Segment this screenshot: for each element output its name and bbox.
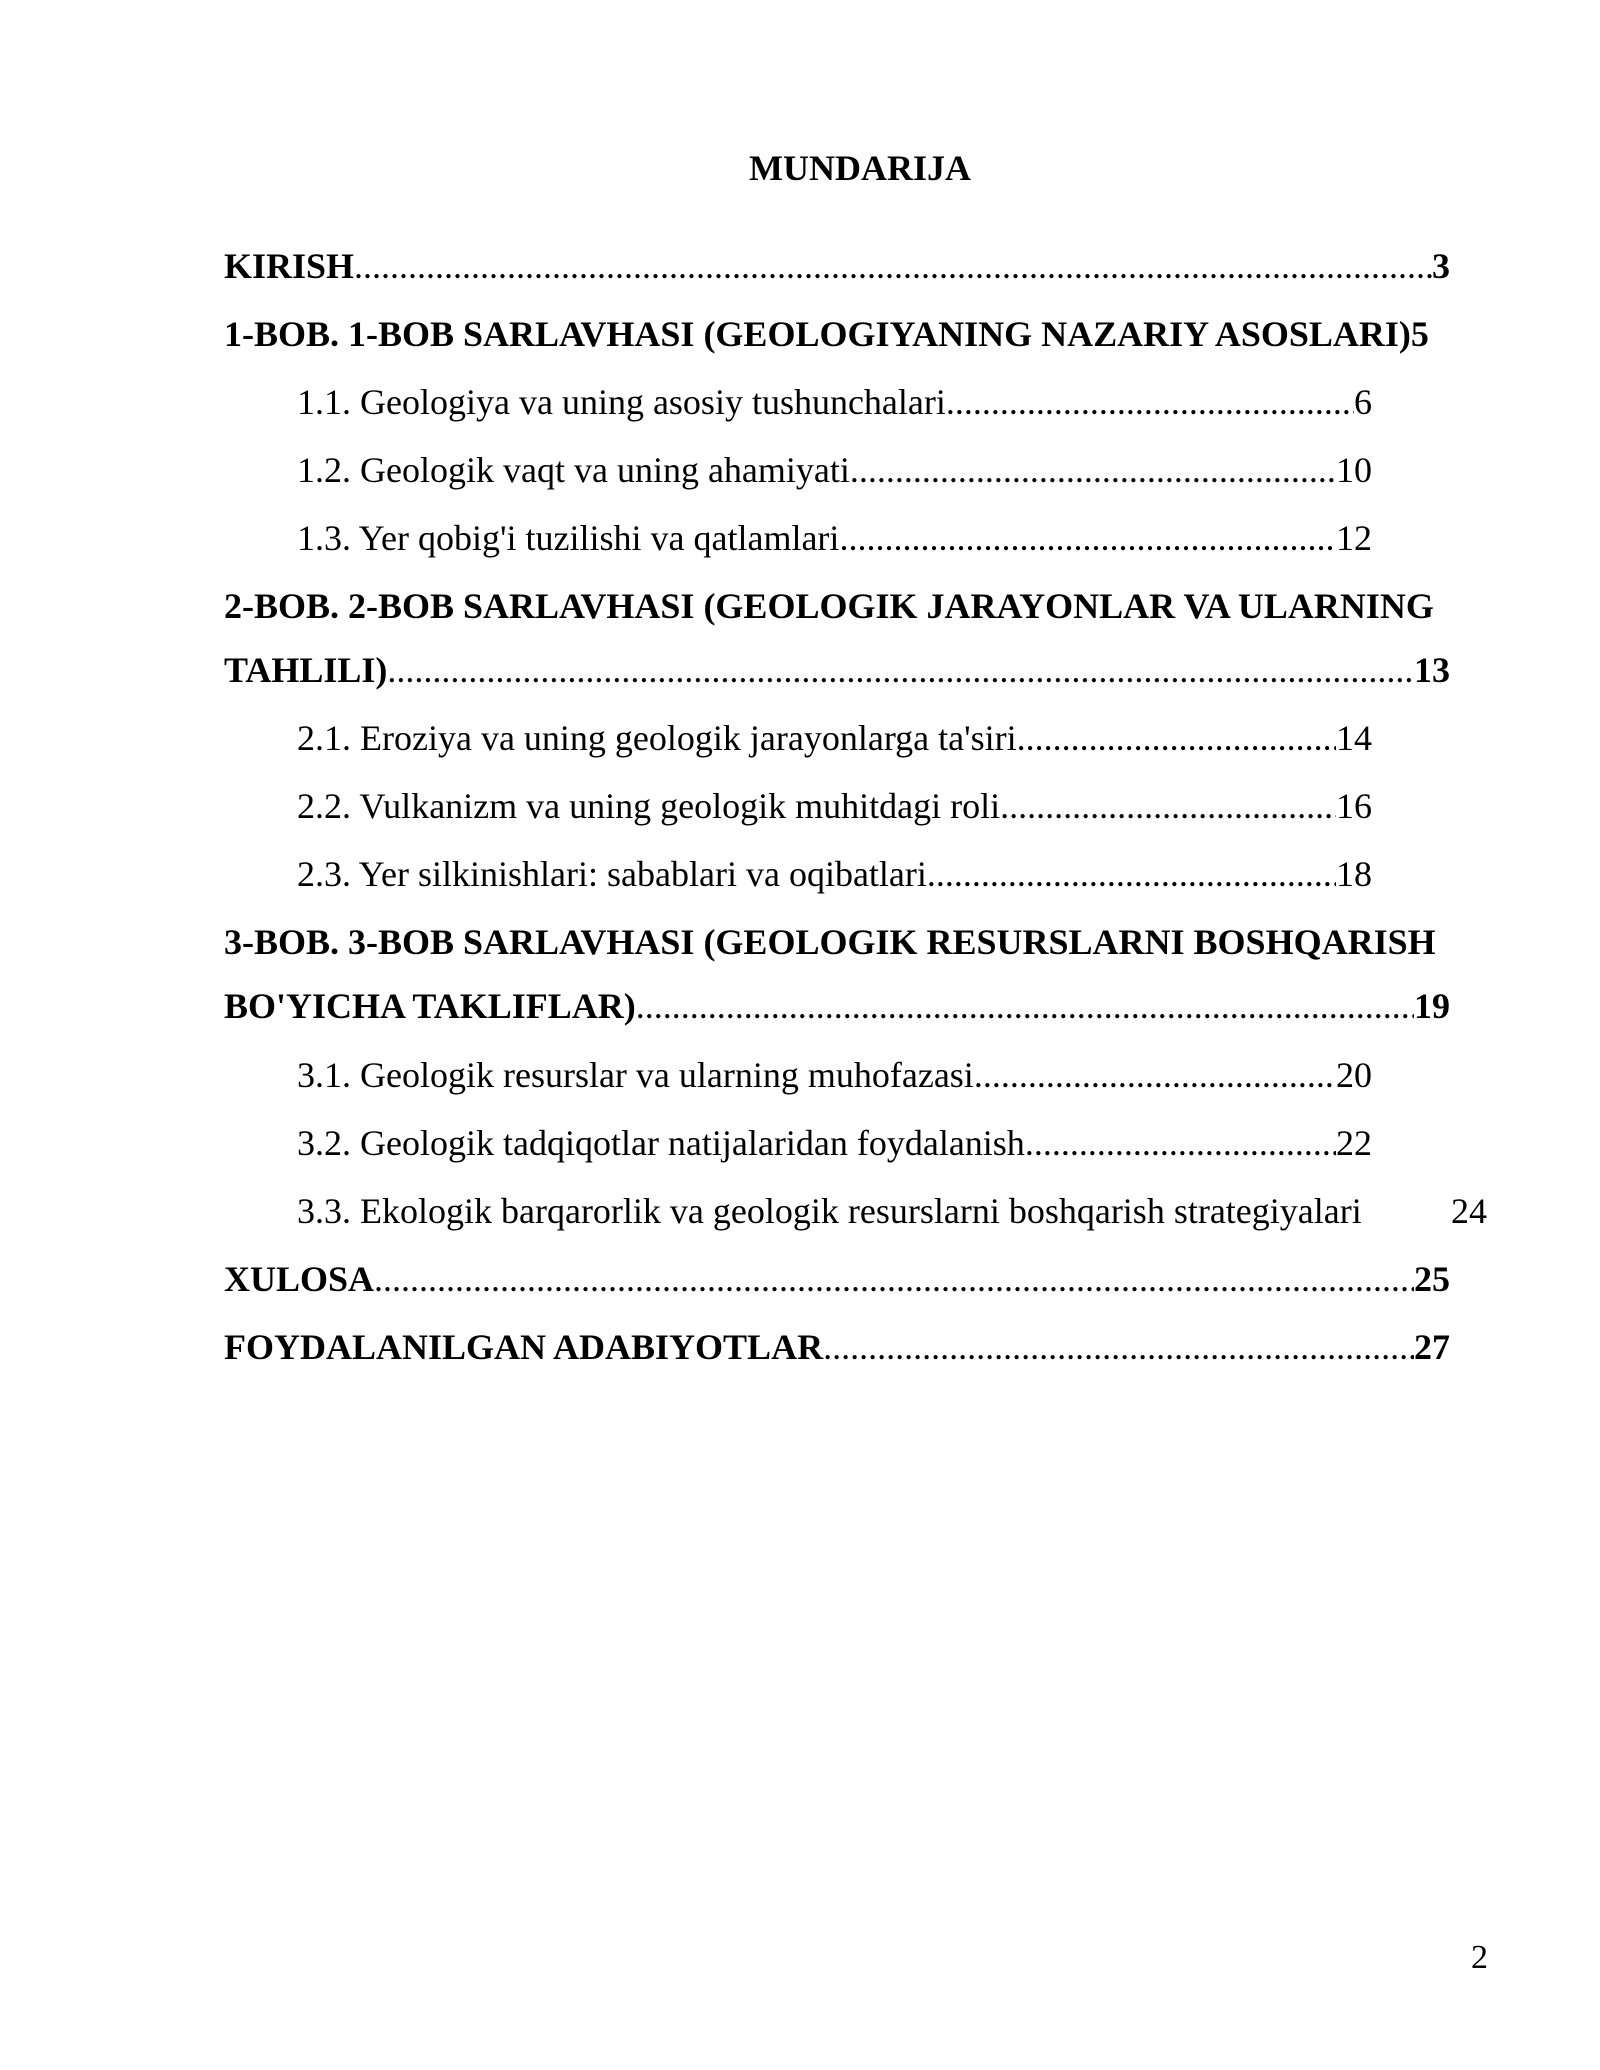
toc-label: XULOSA	[224, 1259, 375, 1299]
toc-leader-dots	[1025, 1121, 1336, 1165]
toc-label: 2.1. Eroziya va uning geologik jarayonlarga ta'siri	[297, 718, 1017, 758]
toc-leader-dots	[823, 1325, 1414, 1369]
toc-page-number: 16	[1336, 786, 1372, 826]
toc-page-number: 14	[1336, 718, 1372, 758]
toc-page-number: 5	[1410, 314, 1429, 354]
page-number: 2	[1471, 1939, 1488, 1976]
toc-entry-chapter-3[interactable]	[224, 920, 1450, 1028]
toc-entry-section-1-3[interactable]	[297, 516, 1372, 560]
toc-leader-dots	[850, 448, 1336, 492]
toc-label: FOYDALANILGAN ADABIYOTLAR	[224, 1327, 824, 1367]
toc-label: KIRISH	[224, 246, 355, 286]
toc-page-number: 3	[1432, 246, 1450, 286]
toc-label-line-2: TAHLILI)	[224, 650, 388, 690]
toc-page-number: 6	[1354, 382, 1372, 422]
toc-leader-dots	[839, 516, 1336, 560]
toc-leader-dots	[387, 648, 1414, 692]
toc-label: 3.2. Geologik tadqiqotlar natijalaridan foydalanish	[297, 1123, 1025, 1163]
toc-entry-chapter-2[interactable]	[224, 584, 1450, 692]
toc-page-number: 20	[1336, 1055, 1372, 1095]
toc-page-number: 22	[1336, 1123, 1372, 1163]
toc-label: 1.2. Geologik vaqt va uning ahamiyati	[297, 450, 850, 490]
toc-label-line-2: BO'YICHA TAKLIFLAR)	[224, 986, 636, 1026]
toc-leader-dots	[354, 244, 1432, 288]
toc-label: 3.1. Geologik resurslar va ularning muhofazasi	[297, 1055, 974, 1095]
toc-entry-section-2-2[interactable]	[297, 784, 1372, 828]
toc-page-number: 12	[1336, 518, 1372, 558]
toc-page-number: 27	[1414, 1327, 1450, 1367]
toc-leader-dots	[374, 1257, 1414, 1301]
toc-page-number: 19	[1414, 986, 1450, 1026]
toc-page-number: 18	[1336, 854, 1372, 894]
toc-label: 1-BOB. 1-BOB SARLAVHASI (GEOLOGIYANING NAZARIY ASOSLARI)	[224, 314, 1411, 354]
toc-label-line-1: 2-BOB. 2-BOB SARLAVHASI (GEOLOGIK JARAYONLAR VA ULARNING	[224, 586, 1434, 626]
toc-label: 3.3. Ekologik barqarorlik va geologik resurslarni boshqarish strategiyalari	[297, 1191, 1362, 1231]
toc-entry-section-3-1[interactable]	[297, 1053, 1372, 1097]
toc-entry-section-2-1[interactable]	[297, 716, 1372, 760]
toc-page-number: 25	[1414, 1259, 1450, 1299]
toc-title: MUNDARIJA	[749, 148, 971, 188]
toc-entry-xulosa[interactable]	[224, 1257, 1450, 1301]
toc-entry-section-3-2[interactable]	[297, 1121, 1372, 1165]
toc-label: 1.3. Yer qobig'i tuzilishi va qatlamlari	[297, 518, 840, 558]
toc-entry-section-3-3[interactable]	[297, 1189, 1487, 1233]
toc-leader-dots	[1017, 716, 1336, 760]
toc-entry-adabiyotlar[interactable]	[224, 1325, 1450, 1369]
toc-page-number: 13	[1414, 650, 1450, 690]
toc-label: 2.3. Yer silkinishlari: sabablari va oqibatlari	[297, 854, 927, 894]
toc-page-number: 24	[1451, 1191, 1487, 1231]
toc-leader-dots	[636, 984, 1414, 1028]
toc-label: 2.2. Vulkanizm va uning geologik muhitdagi roli	[297, 786, 1001, 826]
toc-leader-dots	[1000, 784, 1336, 828]
toc-entry-section-1-2[interactable]	[297, 448, 1372, 492]
toc-leader-dots	[974, 1053, 1336, 1097]
toc-leader-dots	[927, 852, 1336, 896]
toc-leader-dots	[946, 380, 1354, 424]
toc-entry-chapter-1[interactable]	[224, 312, 1464, 356]
toc-label-line-1: 3-BOB. 3-BOB SARLAVHASI (GEOLOGIK RESURSLARNI BOSHQARISH	[224, 922, 1436, 962]
toc-label: 1.1. Geologiya va uning asosiy tushunchalari	[297, 382, 946, 422]
toc-entry-section-1-1[interactable]	[297, 380, 1372, 424]
toc-entry-kirish[interactable]	[224, 244, 1450, 288]
toc-page-number: 10	[1336, 450, 1372, 490]
toc-entry-section-2-3[interactable]	[297, 852, 1372, 896]
